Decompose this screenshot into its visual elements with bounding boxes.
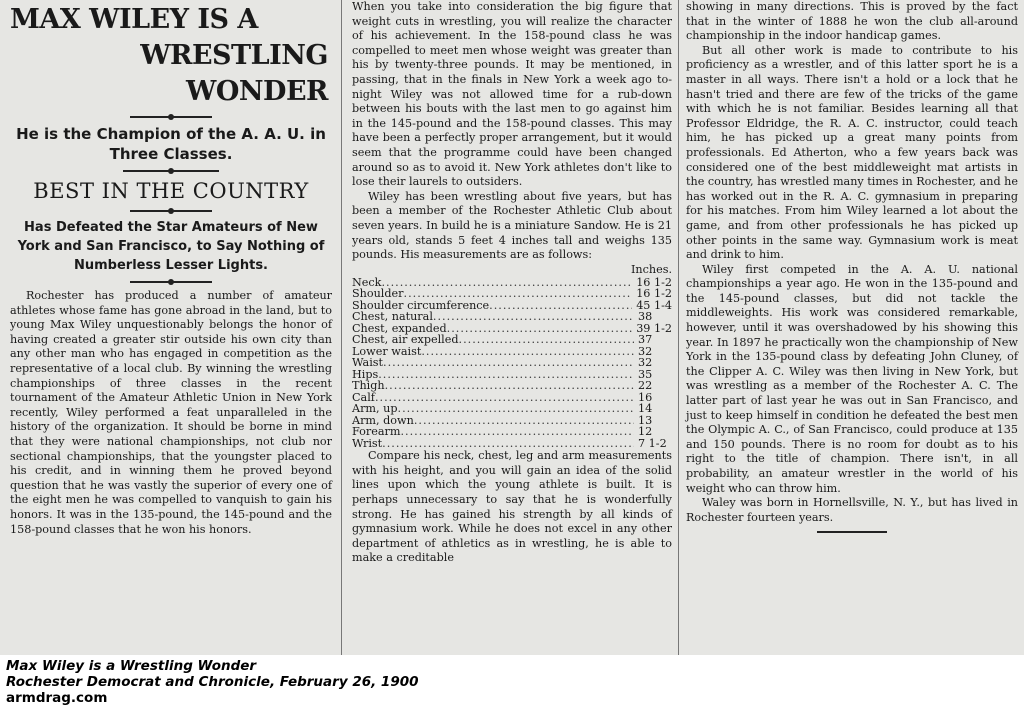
- column-1: [0, 0, 338, 655]
- divider-ornament: [123, 170, 219, 172]
- deck-champion: He is the Champion of the A. A. U. in Three Classes.: [16, 125, 326, 163]
- measurement-row: Arm, up ..... 14: [352, 403, 672, 415]
- column-rule: [341, 0, 342, 655]
- paragraph-born: Waley was born in Hornellsville, N. Y., but has lived in Rochester fourteen years.: [686, 496, 1018, 524]
- measurements-table: [352, 277, 672, 450]
- paragraph-championships: Wiley first competed in the A. A. U. national championships a year ago. He won in the 135-pound and the 145-pound classes, but did not tackle the middleweights. His work was considered remarkable, however, until it was overshadowed by his showing this year. In 1897 he practically won the championship of New York in the 135-pound class by defeating John Cluney, of the Clipper A. C. Wiley was then living in New York, but was wrestling as a member of the Rochester A. C. The latter part of last year he was out in San Francisco, and just to keep himself in condition he defeated the best men the Olympic A. C., of San Francisco, could produce at 135 and 150 pounds. There is no room for doubt as to his right to the title of champion. There isn't, in all probability, an amateur wrestler in the world of his weight who can throw him.: [686, 262, 1018, 495]
- paragraph-proficiency: But all other work is made to contribute to his proficiency as a wrestler, and of this latter sport he is a master in all ways. There isn't a hold or a lock that he hasn't tried and there are few of the tricks of the game with which he is not familiar. Besides learning all that Professor Eldridge, the R. A. C. instructor, could teach him, he has picked up a great many points from professionals. Ed Atherton, who a few years back was considered one of the best middleweight mat artists in the country, has wrestled many times in Rochester, and he has worked out in the R. A. C. gymnasium in preparing for his matches. From him Wiley learned a lot about the game, and from other professionals he has picked up other points in the same way. Gymnasium work is meat and drink to him.: [686, 43, 1019, 262]
- measurement-row: Calf ..... 16: [352, 392, 672, 404]
- deck-best-in-country: BEST IN THE COUNTRY: [33, 179, 309, 203]
- paragraph-intro: Rochester has produced a number of amateur athletes whose fame has gone abroad in the land, but to young Max Wiley unquestionably belongs the honor of having created a greater stir outside his own city than any other man who has engaged in competition as the representative of a local club. By winning the wrestling championships of three classes in the recent tournament of the Amateur Athletic Union in New York recently, Wiley performed a feat unparalleled in the history of the organization. It should be borne in mind that they were national championships, not club nor sectional championships, that the youngster placed to his credit, and in winning them he proved beyond question that he was vastly the superior of every one of the eight men he was compelled to vanquish to gain his honors. It was in the 135-pound, the 145-pound and the 158-pound classes that he won his honors.: [10, 289, 332, 536]
- end-rule: [817, 531, 887, 533]
- measurement-row: Arm, down ..... 13: [352, 415, 672, 427]
- measurement-row: Chest, air expelled ..... 37: [352, 334, 672, 346]
- deck-defeated: Has Defeated the Star Amateurs of New York and San Francisco, to Say Nothing of Numberless Lesser Lights.: [17, 220, 325, 273]
- measurement-row: Shoulder circumference ..... 45 1-4: [352, 300, 672, 312]
- column-2: [346, 0, 676, 655]
- paragraph-build: Wiley has been wrestling about five years, but has been a member of the Rochester Athletic Club about seven years. In build he is a miniature Sandow. He is 21 years old, stands 5 feet 4 inches tall and weighs 135 pounds. His measurements are as follows:: [352, 189, 672, 262]
- caption-source: Rochester Democrat and Chronicle, February 26, 1900: [6, 674, 419, 690]
- image-caption: [6, 658, 526, 706]
- measurement-row: Shoulder ..... 16 1-2: [352, 288, 672, 300]
- column-3: [680, 0, 1024, 655]
- measurement-row: Wrist ..... 7 1-2: [352, 438, 672, 450]
- column-rule: [678, 0, 679, 655]
- paragraph-compare: Compare his neck, chest, leg and arm measurements with his height, and you will gain an idea of the solid lines upon which the young athlete is built. It is perhaps unnecessary to say that he is wonderfully strong. He has gained his strength by all kinds of gymnasium work. While he does not excel in any other department of athletics as in wrestling, he is able to make a creditable: [352, 449, 672, 565]
- headline-line-1: MAX WILEY IS A: [10, 4, 258, 35]
- paragraph-showing: showing in many directions. This is proved by the fact that in the winter of 1888 he won the club all-around championship in the indoor handicap games.: [686, 0, 1018, 43]
- caption-site-link[interactable]: armdrag.com: [6, 690, 108, 706]
- measurement-row: Neck ..... 16 1-2: [352, 277, 672, 289]
- caption-title: Max Wiley is a Wrestling Wonder: [6, 658, 257, 674]
- measurement-row: Chest, expanded ..... 39 1-2: [352, 323, 672, 335]
- divider-ornament: [130, 210, 212, 212]
- measurement-row: Forearm ..... 12: [352, 426, 672, 438]
- measurements-header: Inches.: [630, 262, 672, 276]
- measurement-row: Waist ..... 32: [352, 357, 672, 369]
- measurement-row: Chest, natural ..... 38: [352, 311, 672, 323]
- divider-ornament: [130, 281, 212, 283]
- measurement-row: Hips ..... 35: [352, 369, 672, 381]
- measurement-row: Lower waist ..... 32: [352, 346, 672, 358]
- divider-ornament: [130, 116, 212, 118]
- measurement-row: Thigh ..... 22: [352, 380, 672, 392]
- paragraph-weight: When you take into consideration the big figure that weight cuts in wrestling, you will realize the character of his achievement. In the 158-pound class he was compelled to meet men whose weight was greater than his by twenty-three pounds. It may be mentioned, in passing, that in the finals in New York a week ago to-night Wiley was not allowed time for a rub-down between his bouts with the last men to go against him in the 145-pound and the 158-pound classes. This may have been a perfectly proper arrangement, but it would seem that the programme could have been changed around so as to avoid it. New York athletes don't like to lose their laurels to outsiders.: [352, 0, 672, 189]
- headline-line-2: WRESTLING WONDER: [140, 40, 328, 107]
